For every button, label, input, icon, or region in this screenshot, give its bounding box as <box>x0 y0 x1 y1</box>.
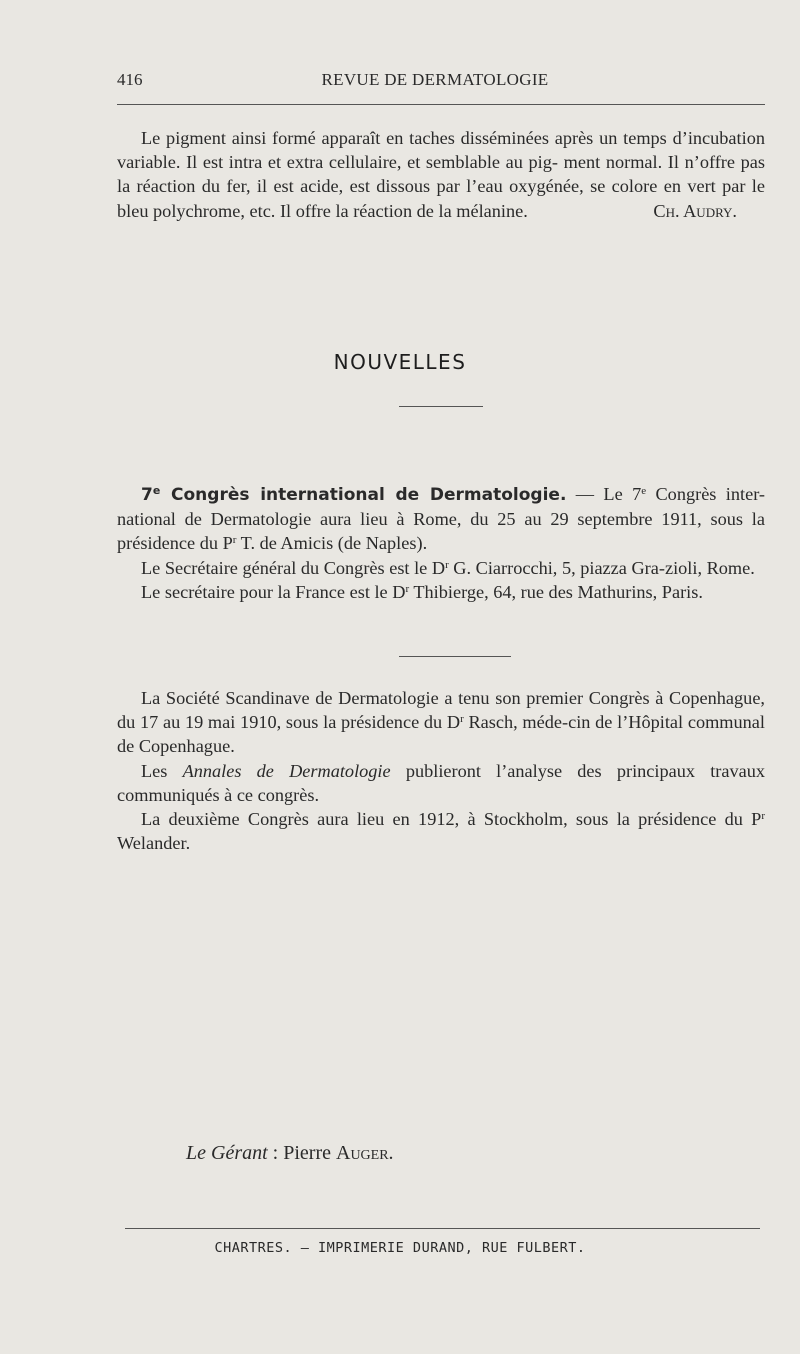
printer-imprint: CHARTRES. — IMPRIMERIE DURAND, RUE FULBERT. <box>214 1240 586 1256</box>
paragraph: La Société Scandinave de Dermatologie a tenu son premier Congrès à Copenhague, du 17 au 19 mai 1910, sous la présidence du $D^r$ Rasch, méde-cin de l’Hôpital communal de Copenhague. <box>117 688 765 757</box>
heading-underline <box>399 406 483 407</box>
journal-title: REVUE DE DERMATOLOGIE <box>321 70 549 89</box>
header-rule <box>117 104 765 105</box>
paragraph: Le secrétaire pour la France est le $D^r$ Thibierge, 64, rue des Mathurins, Paris. <box>141 581 703 602</box>
running-head <box>117 70 753 94</box>
previous-article-end <box>117 126 765 223</box>
text-line: réaction de la mélanine. <box>353 200 528 221</box>
congress-announcement <box>117 482 765 604</box>
publisher-manager: Le Gérant : Pierre Auger. <box>186 1142 394 1164</box>
text-line: d’incubation variable. Il est intra et extra cellulaire, et semblable au pig- <box>117 128 765 173</box>
paragraph: La deuxième Congrès aura lieu en 1912, à Stockholm, sous la présidence du $P^r$ Welander. <box>117 809 765 854</box>
item-separator <box>399 656 511 657</box>
paragraph: 7e Congrès international de Dermatologie. — Le 7e Congrès inter-national de Dermatologie aura lieu à Rome, du 25 au 29 septembre 1911, sous la présidence du $P^r$ T. de Amicis (de Naples). <box>117 484 766 554</box>
item-title: 7e Congrès international de Dermatologie. <box>141 484 567 505</box>
section-heading: NOUVELLES <box>333 350 467 374</box>
scandinavian-announcement <box>117 686 765 855</box>
paragraph: Le Secrétaire général du Congrès est le $D^r$ G. Ciarrocchi, 5, piazza Gra-zioli, Rome. <box>141 557 755 578</box>
page-number: 416 <box>117 70 143 89</box>
author-signature: Ch. Audry. <box>653 200 737 221</box>
text-line: Le pigment ainsi formé apparaît en taches disséminées après un temps <box>141 128 667 148</box>
paragraph <box>117 126 765 223</box>
paragraph: Les Annales de Dermatologie publieront l’analyse des principaux travaux communiqués à ce congrès. <box>117 760 766 805</box>
text-line: l’eau oxygénée, se colore en vert par le bleu polychrome, etc. Il offre la <box>117 176 766 221</box>
footer-rule <box>125 1228 760 1229</box>
text-line: ment normal. Il n’offre pas la réaction du fer, il est acide, est dissous par <box>117 152 766 197</box>
